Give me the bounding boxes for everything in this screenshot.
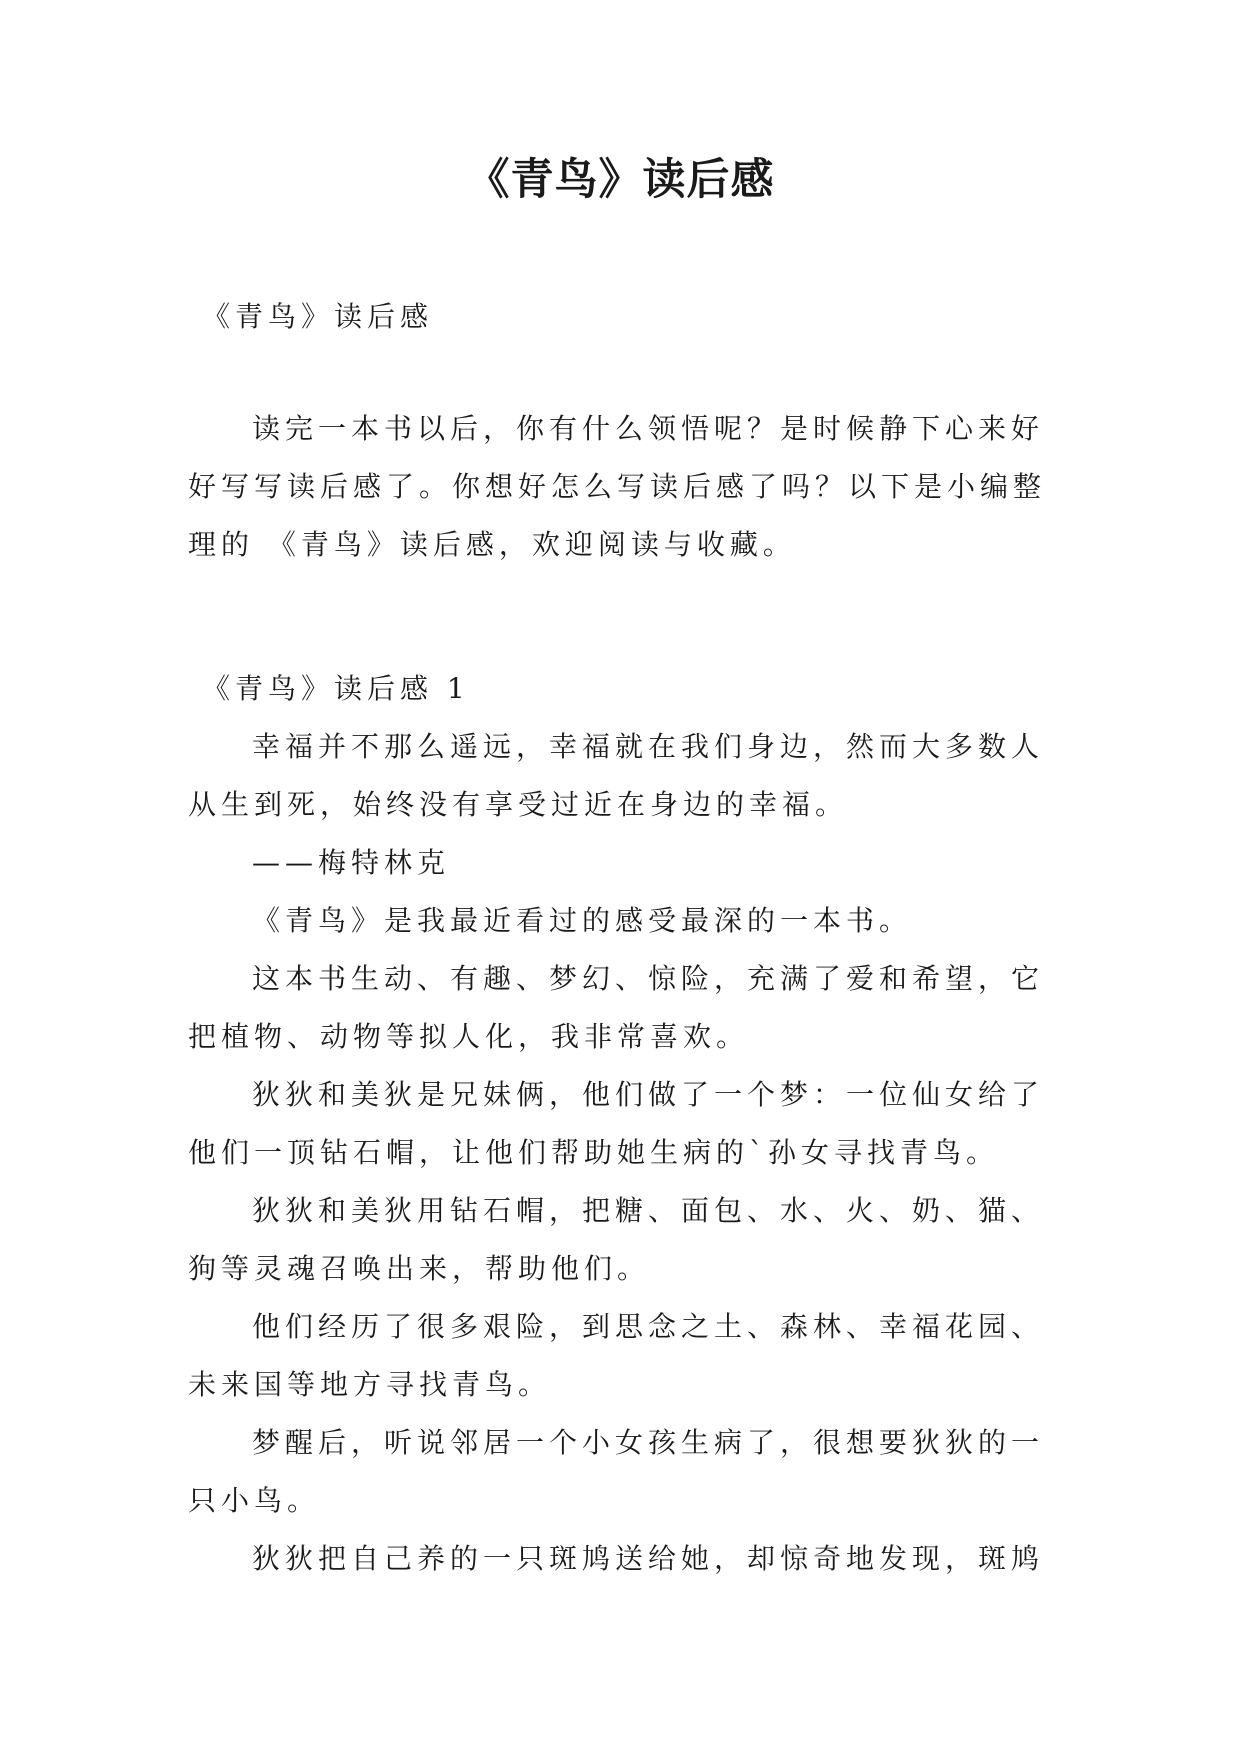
paragraph-line: 把植物、动物等拟人化，我非常喜欢。 [188, 1020, 750, 1053]
paragraph-line: 他们一顶钻石帽，让他们帮助她生病的`孙女寻找青鸟。 [188, 1136, 1000, 1169]
section-body [188, 718, 1050, 1588]
paragraph-line: 狄狄和美狄是兄妹俩，他们做了一个梦：一位仙女给了 [252, 1078, 1045, 1111]
intro-paragraph [188, 400, 1050, 574]
quote-attribution: ——梅特林克 [252, 846, 451, 879]
intro-line: 读完一本书以后，你有什么领悟呢？是时候静下心来好 [252, 412, 1045, 445]
paragraph-line: 幸福并不那么遥远，幸福就在我们身边，然而大多数人 [252, 730, 1045, 763]
intro-line: 理的 《青鸟》读后感，欢迎阅读与收藏。 [188, 528, 796, 561]
section-heading: 《青鸟》读后感 1 [202, 672, 470, 705]
paragraph-line: 这本书生动、有趣、梦幻、惊险，充满了爱和希望，它 [252, 962, 1045, 995]
paragraph-line: 狄狄把自己养的一只斑鸠送给她，却惊奇地发现，斑鸠 [252, 1542, 1045, 1575]
document-title: 《青鸟》读后感 [466, 155, 775, 205]
paragraph-line: 狄狄和美狄用钻石帽，把糖、面包、水、火、奶、猫、 [252, 1194, 1045, 1227]
paragraph-line: 狗等灵魂召唤出来，帮助他们。 [188, 1252, 651, 1285]
paragraph-line: 梦醒后，听说邻居一个小女孩生病了，很想要狄狄的一 [252, 1426, 1045, 1459]
paragraph-line: 只小鸟。 [188, 1484, 321, 1517]
paragraph-line: 他们经历了很多艰险，到思念之土、森林、幸福花园、 [252, 1310, 1045, 1343]
paragraph-line: 从生到死，始终没有享受过近在身边的幸福。 [188, 788, 849, 821]
paragraph-line: 未来国等地方寻找青鸟。 [188, 1368, 552, 1401]
paragraph-line: 《青鸟》是我最近看过的感受最深的一本书。 [252, 904, 913, 937]
document-body [188, 288, 1050, 1588]
intro-line: 好写写读后感了。你想好怎么写读后感了吗？以下是小编整 [188, 470, 1047, 503]
document-subtitle: 《青鸟》读后感 [202, 300, 434, 333]
